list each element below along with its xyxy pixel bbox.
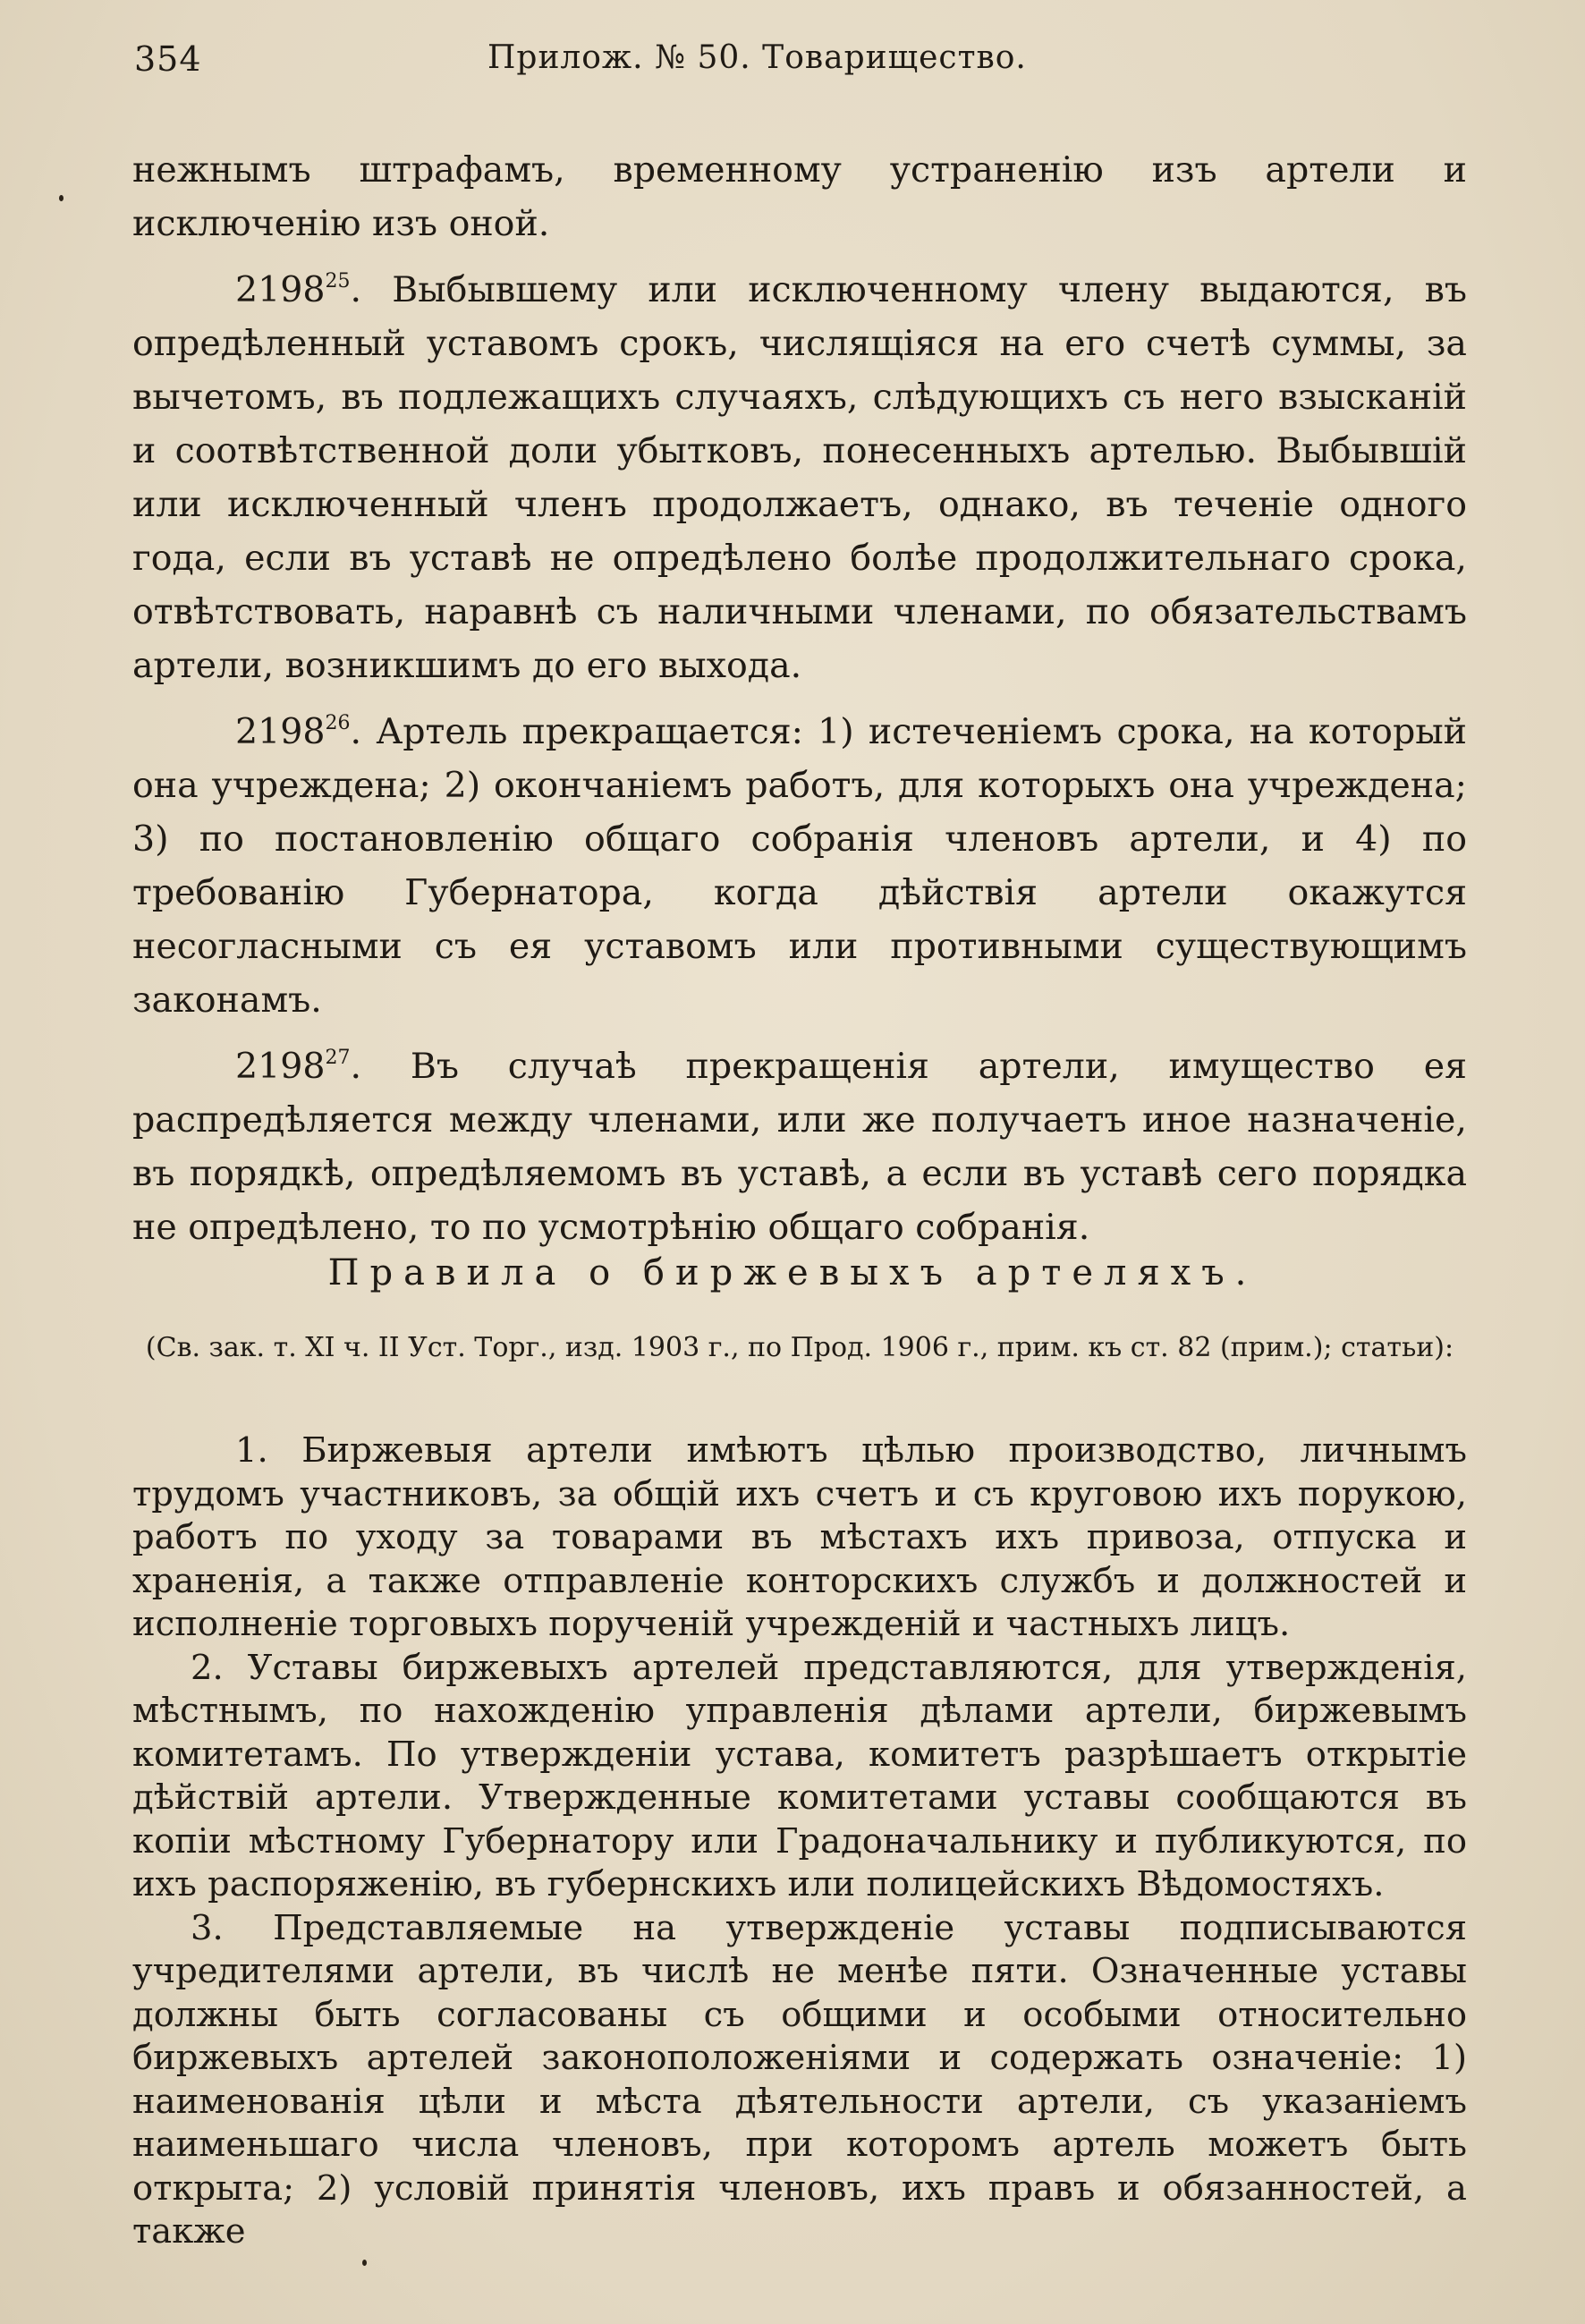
rule-2: 2. Уставы биржевыхъ артелей представляются, для утвержденія, мѣстнымъ, по нахожденію управленія дѣлами артели, биржевымъ комитетамъ. По утвержденіи устава, комитетъ разрѣшаетъ открытіе дѣйствій артели. Утвержденные комитетами уставы сообщаются въ копіи мѣстному Губернатору или Градоначальнику и публикуются, по ихъ распоряженію, въ губернскихъ или полицейскихъ Вѣдомостяхъ. bbox=[132, 1647, 1467, 1904]
article-number: 2198$^{27}$ bbox=[235, 1046, 351, 1087]
rule-1: 1. Биржевыя артели имѣютъ цѣлью производство, личнымъ трудомъ участниковъ, за общій ихъ счетъ и съ круговою ихъ порукою, работъ по уходу за товарами въ мѣстахъ ихъ привоза, отпуска и храненія, а также отправленіе конторскихъ службъ и должностей и исполненіе торговыхъ порученій учрежденій и частныхъ лицъ. bbox=[132, 1430, 1467, 1644]
article-2198-25: 2198$^{25}$. Выбывшему или исключенному члену выдаются, въ опредѣленный уставомъ срокъ, числящіяся на его счетѣ суммы, за вычетомъ, въ подлежащихъ случаяхъ, слѣдующихъ съ него взысканій и соотвѣтственной доли убытковъ, понесенныхъ артелью. Выбывшій или исключенный членъ продолжаетъ, однако, въ теченіе одного года, если въ уставѣ не опредѣлено болѣе продолжительнаго срока, отвѣтствовать, наравнѣ съ наличными членами, по обязательствамъ артели, возникшимъ до его выхода. bbox=[132, 269, 1467, 686]
article-number: 2198$^{26}$ bbox=[235, 711, 351, 752]
running-head bbox=[134, 39, 1460, 84]
section-title: Правила о биржевыхъ артеляхъ. bbox=[327, 1252, 1258, 1293]
section-source-note: (Св. зак. т. XI ч. II Уст. Торг., изд. 1903 г., по Прод. 1906 г., прим. къ ст. 82 (прим.); статьи): bbox=[145, 1332, 1454, 1363]
rules-body bbox=[132, 1429, 1467, 2254]
article-2198-26: 2198$^{26}$. Артель прекращается: 1) истеченіемъ срока, на который она учреждена; 2) окончаніемъ работъ, для которыхъ она учреждена; 3) по постановленію общаго собранія членовъ артели, и 4) по требованію Губернатора, когда дѣйствія артели окажутся несогласными съ ея уставомъ или противными существующимъ законамъ. bbox=[132, 711, 1467, 1021]
article-continuation: нежнымъ штрафамъ, временному устраненію изъ артели и исключенію изъ оной. bbox=[132, 149, 1467, 244]
print-speck bbox=[362, 2260, 367, 2266]
article-2198-27: 2198$^{27}$. Въ случаѣ прекращенія артели, имущество ея распредѣляется между членами, или же получаетъ иное назначеніе, въ порядкѣ, опредѣляемомъ въ уставѣ, а если въ уставѣ сего порядка не опредѣлено, то по усмотрѣнію общаго собранія. bbox=[132, 1046, 1467, 1248]
page-number: 354 bbox=[134, 39, 202, 79]
rule-3: 3. Представляемые на утвержденіе уставы подписываются учредителями артели, въ числѣ не менѣе пяти. Означенные уставы должны быть согласованы съ общими и особыми относительно биржевыхъ артелей законоположеніями и содержать означеніе: 1) наименованія цѣли и мѣста дѣятельности артели, съ указаніемъ наименьшаго числа членовъ, при которомъ артель можетъ быть открыта; 2) условій принятія членовъ, ихъ правъ и обязанностей, а также bbox=[132, 1907, 1467, 2252]
article-number: 2198$^{25}$ bbox=[235, 269, 351, 310]
print-speck bbox=[59, 195, 64, 201]
running-head-title: Прилож. № 50. Товарищество. bbox=[487, 39, 1027, 76]
articles-body bbox=[132, 143, 1467, 1254]
